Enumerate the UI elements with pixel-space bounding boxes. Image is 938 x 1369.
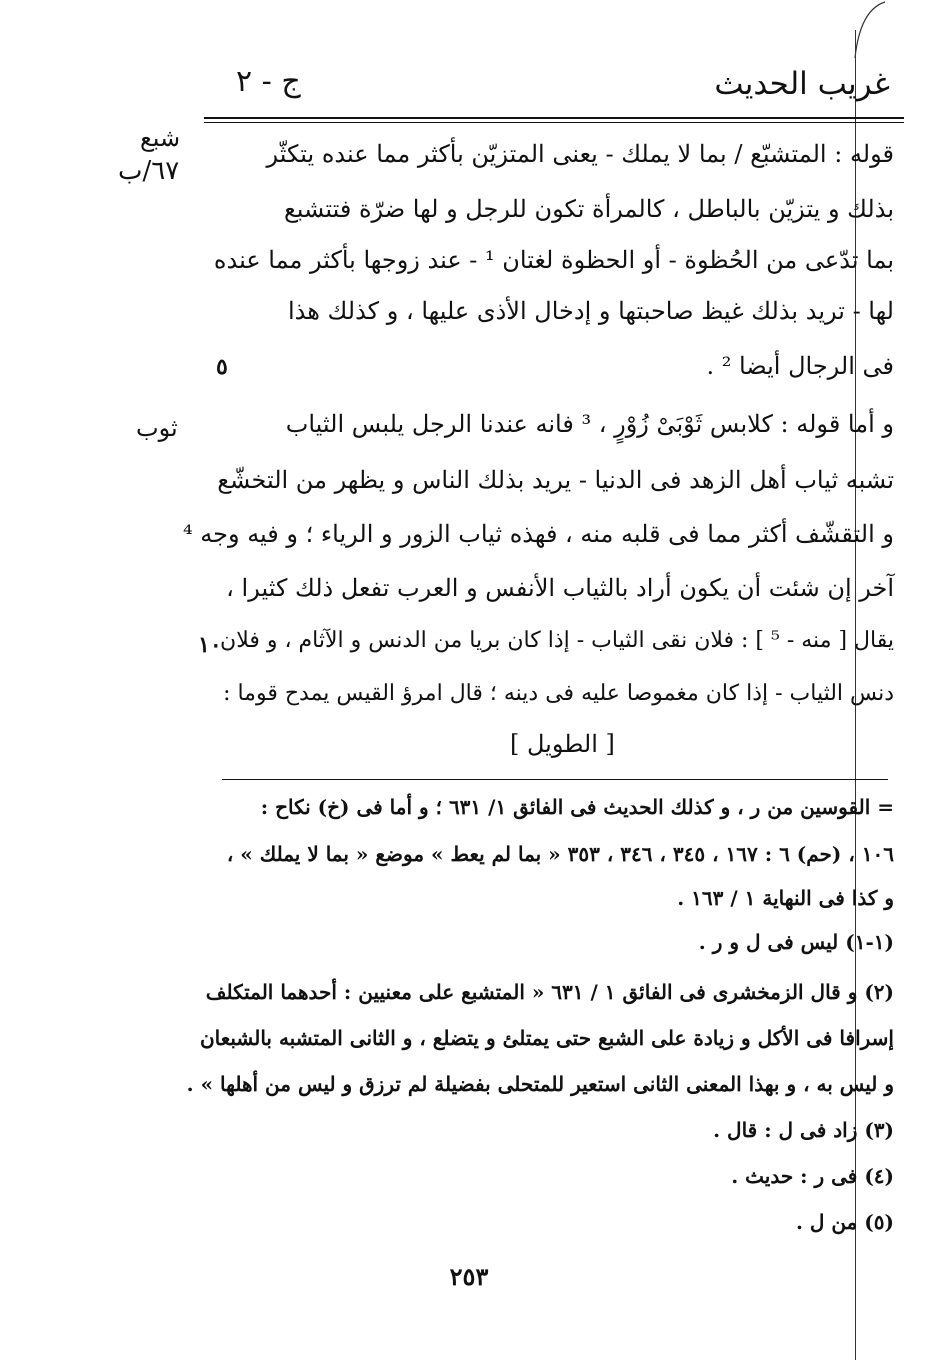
footnote-line: إسرافا فى الأكل و زيادة على الشبع حتى يمتلئ و يتضلع ، و الثانى المتشبه بالشبعان — [199, 1026, 894, 1050]
footnote-line: (٥) من ل . — [795, 1210, 894, 1234]
page-edge-curve — [850, 0, 890, 60]
footnote-line: و ليس به ، و بهذا المعنى الثانى استعير للمتحلى بفضيلة لم ترزق و ليس من أهلها » . — [186, 1072, 894, 1096]
header-rule-bottom — [204, 122, 904, 123]
text-line: و أما قوله : كلابس ثَوْبَىْ زُوْرٍ ، ³ فانه عندنا الرجل يلبس الثياب — [285, 410, 894, 438]
footnote-rule — [222, 779, 888, 780]
text-line: يقال [ منه - ⁵ ] : فلان نقى الثياب - إذا كان بريا من الدنس و الآثام ، و فلان — [220, 628, 894, 653]
margin-note-word: شبع — [140, 124, 181, 152]
margin-note-folio: ٦٧/ب — [118, 156, 180, 186]
text-line: بما تدّعى من الحُظوة - أو الحظوة لغتان ¹ - عند زوجها بأكثر مما عنده — [213, 246, 894, 274]
text-line: آخر إن شئت أن يكون أراد بالثياب الأنفس و العرب تفعل ذلك كثيرا ، — [226, 574, 894, 602]
footnote-line: (٣) زاد فى ل : قال . — [713, 1118, 894, 1142]
text-line: فى الرجال أيضا ² . — [706, 352, 894, 380]
text-line: قوله : المتشبّع / بما لا يملك - يعنى المتزيّن بأكثر مما عنده يتكثّر — [266, 140, 894, 168]
line-number: ٥ — [216, 354, 228, 380]
footnote-line: ١٠٦ ، (حم) ٦ : ١٦٧ ، ٣٤٥ ، ٣٤٦ ، ٣٥٣ « بما لم يعط » موضع « بما لا يملك » ، — [226, 842, 894, 866]
footnote-line: (١-١) ليس فى ل و ر . — [698, 930, 894, 954]
text-line: لها - تريد بذلك غيظ صاحبتها و إدخال الأذى عليها ، و كذلك هذا — [287, 297, 894, 325]
volume-label: ج - ٢ — [236, 64, 301, 99]
text-line: بذلك و يتزيّن بالباطل ، كالمرأة تكون للرجل و لها ضرّة فتتشبع — [283, 195, 894, 223]
text-line: تشبه ثياب أهل الزهد فى الدنيا - يريد بذلك الناس و يظهر من التخشّع — [217, 466, 894, 494]
margin-note-word: ثوب — [136, 414, 178, 442]
meter-label: [ الطويل ] — [510, 730, 615, 758]
footnote-line: (٤) فى ر : حديث . — [731, 1164, 894, 1188]
running-title: غريب الحديث — [714, 66, 890, 102]
footnote-line: (٢) و قال الزمخشرى فى الفائق ١ / ٦٣١ « المتشبع على معنيين : أحدهما المتكلف — [205, 980, 894, 1004]
line-number: ١٠ — [198, 632, 222, 658]
footnote-line: و كذا فى النهاية ١ / ١٦٣ . — [677, 886, 894, 910]
page-number: ٢٥٣ — [449, 1262, 489, 1291]
footnote-line: = القوسين من ر ، و كذلك الحديث فى الفائق ١/ ٦٣١ ؛ و أما فى (خ) نكاح : — [260, 795, 894, 819]
text-line: و التقشّف أكثر مما فى قلبه منه ، فهذه ثياب الزور و الرياء ؛ و فيه وجه ⁴ — [183, 520, 894, 548]
header-rule-top — [204, 117, 904, 119]
text-line: دنس الثياب - إذا كان مغموصا عليه فى دينه ؛ قال امرؤ القيس يمدح قوما : — [223, 681, 894, 706]
